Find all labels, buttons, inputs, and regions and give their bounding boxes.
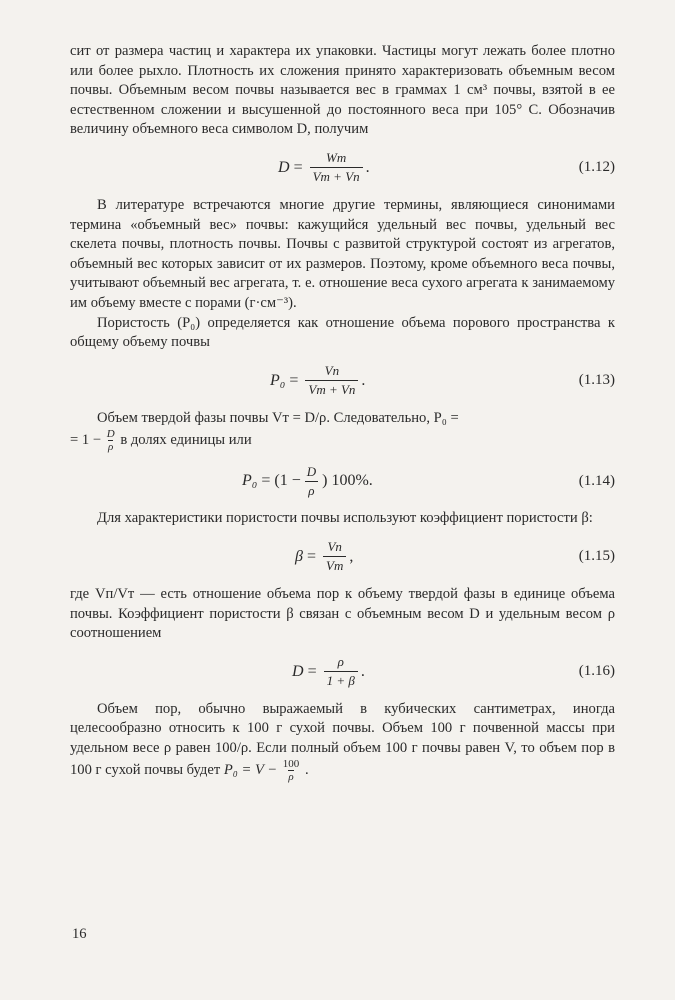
page-number: 16 bbox=[72, 926, 87, 942]
eq16-fraction bbox=[324, 654, 358, 689]
eq15-label: (1.15) bbox=[578, 548, 615, 565]
p4b-denominator: ρ bbox=[108, 441, 114, 454]
eq13-numerator: Vп bbox=[324, 363, 340, 379]
eq14-label: (1.14) bbox=[578, 472, 615, 489]
eq12-lhs: D bbox=[278, 158, 290, 176]
eq16-lhs: D bbox=[292, 662, 304, 680]
p4b-suffix: в долях единицы или bbox=[120, 432, 252, 449]
eq13-fraction bbox=[305, 363, 358, 398]
p4b-numerator: D bbox=[106, 428, 115, 441]
eq16-tail: . bbox=[360, 662, 365, 680]
eq12-tail: . bbox=[365, 158, 370, 176]
eq14-pre: (1 − bbox=[274, 472, 301, 490]
eq15-tail: , bbox=[349, 547, 354, 565]
eq14-post: ) 100%. bbox=[322, 472, 373, 490]
eq14-fraction bbox=[304, 464, 319, 499]
paragraph-3: Пористость (P₀) определяется как отношение объема порового пространства к общему объему почвы bbox=[70, 314, 615, 351]
paragraph-1: сит от размера частиц и характера их упаковки. Частицы могут лежать более плотно или более рыхло. Плотность их сложения принято характеризовать объемным весом почвы. Объемным весом почвы называется вес в граммах 1 см³ почвы, взятой в ее естественном сложении и высушенной до постоянного веса при 105° С. Обозначив величину объемного веса символом D, получим bbox=[70, 43, 615, 138]
eq13-tail: . bbox=[361, 371, 366, 389]
eq12-denominator: Vт + Vп bbox=[310, 167, 363, 185]
eq14-numerator: D bbox=[306, 463, 317, 479]
paragraph-2: В литературе встречаются многие другие термины, являющиеся синонимами термина «объемный вес» почвы: кажущийся удельный вес почвы, удельный вес скелета почвы, плотность почвы. Почвы с развитой структурой состоят из агрегатов, объемный вес которых зависит от их размеров. Поэтому, кроме объемного веса почвы, учитывают объемный вес агрегата, т. е. отношение веса сухого агрегата к занимаемому им объему вместе с порами (г·см⁻³). bbox=[70, 196, 615, 311]
equation-1-12: D = $\frac{Wт}{Vт + Vп}$ . (1.12) bbox=[70, 140, 615, 196]
eq12-fraction bbox=[310, 150, 363, 185]
eq13-label: (1.13) bbox=[578, 372, 615, 389]
eq15-fraction bbox=[323, 539, 346, 574]
eq15-lhs: β bbox=[295, 547, 303, 565]
eq14-denominator: ρ bbox=[305, 481, 317, 499]
eq14-lhs: P₀ bbox=[242, 472, 258, 490]
equation-1-16: D = $\frac{\rho}{1 + \beta}$ . (1.16) bbox=[70, 644, 615, 700]
p7-expr-suffix: . bbox=[304, 762, 309, 779]
p7-expr-prefix: P₀ = V − bbox=[223, 762, 278, 779]
p7-fraction bbox=[283, 758, 300, 783]
eq16-numerator: ρ bbox=[337, 654, 344, 670]
paragraph-5: Для характеристики пористости почвы используют коэффициент пористости β: bbox=[97, 510, 593, 527]
p7-denominator: ρ bbox=[288, 771, 294, 784]
p7-text: Объем пор, обычно выражаемый в кубических сантиметрах, иногда целесообразно относить к 100 г сухой почвы. Объем 100 г почвенной массы при удельном весе ρ равен 100/ρ. Если полный объем 100 г почвы равен V, то объем пор в 100 г сухой почвы будет bbox=[70, 700, 615, 779]
p4b-prefix: = 1 − bbox=[70, 432, 102, 449]
paragraph-7 bbox=[70, 700, 615, 784]
eq15-numerator: Vп bbox=[327, 539, 342, 555]
p7-numerator: 100 bbox=[282, 758, 300, 771]
page-body bbox=[70, 42, 615, 783]
eq16-denominator: 1 + β bbox=[324, 671, 358, 689]
eq15-denominator: Vт bbox=[323, 556, 346, 574]
eq12-label: (1.12) bbox=[578, 159, 615, 176]
equation-1-14: P₀ = (1 − $\frac{D}{\rho}$ ) 100%. (1.14) bbox=[70, 453, 615, 509]
equation-1-13: P₀ = $\frac{Vп}{Vт + Vп}$ . (1.13) bbox=[70, 353, 615, 409]
equation-1-15: β = $\frac{Vп}{Vт}$ , (1.15) bbox=[70, 529, 615, 585]
eq13-denominator: Vт + Vп bbox=[305, 380, 358, 398]
eq12-numerator: Wт bbox=[326, 150, 347, 166]
paragraph-4a: Объем твердой фазы почвы Vт = D/ρ. Следовательно, P₀ = bbox=[97, 409, 459, 426]
paragraph-4b bbox=[70, 428, 615, 453]
p4b-fraction bbox=[107, 428, 115, 453]
paragraph-6: где Vп/Vт — есть отношение объема пор к объему твердой фазы в единице объема почвы. Коэффициент пористости β связан с объемным весом D и удельным весом ρ соотношением bbox=[70, 585, 615, 642]
eq16-label: (1.16) bbox=[578, 663, 615, 680]
eq13-lhs: P₀ bbox=[270, 371, 286, 389]
